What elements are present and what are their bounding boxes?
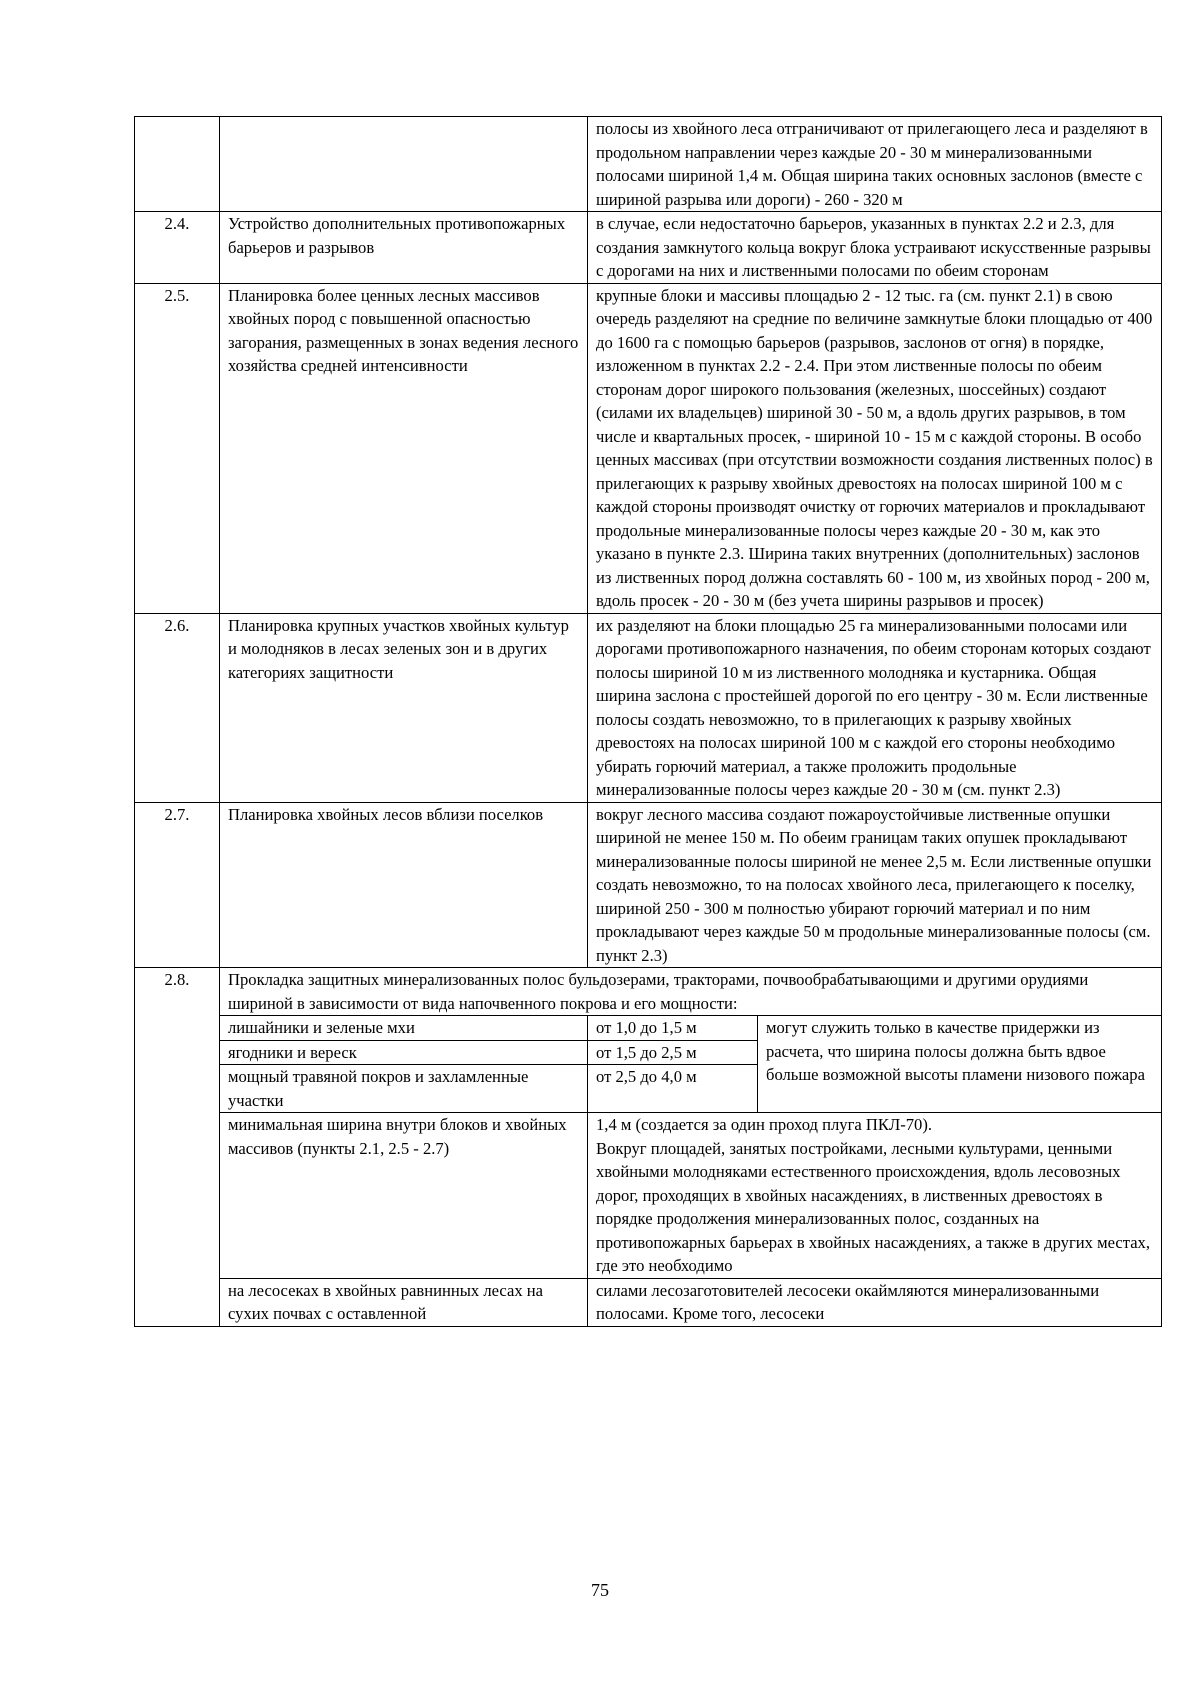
cover-type-row (135, 1016, 1162, 1041)
min-width-value: 1,4 м (создается за один проход плуга ПКЛ-70). (596, 1115, 933, 1134)
row-description: полосы из хвойного леса отграничивают от прилегающего леса и разделяют в продольном направлении через каждые 20 - 30 м минерализованными полосами шириной 1,4 м. Общая ширина таких основных заслонов (вместе с шириной разрыва или дороги) - 260 - 320 м (588, 117, 1162, 212)
row-number: 2.4. (135, 212, 220, 284)
cover-type-width: от 1,0 до 1,5 м (588, 1016, 758, 1041)
table-row (135, 968, 1162, 1016)
row-description: их разделяют на блоки площадью 25 га минерализованными полосами или дорогами противопожарного назначения, по обеим сторонам которых создают полосы шириной 10 м из лиственного молодняка и кустарника. Общая ширина заслона с простейшей дорогой по его центру - 30 м. Если лиственные полосы создать невозможно, то в прилегающих к разрыву хвойных древостоях на полосах шириной 100 м с каждой его стороны необходимо убирать горючий материал, а также проложить продольные минерализованные полосы через каждые 20 - 30 м (см. пункт 2.3) (588, 613, 1162, 802)
cover-type-note: могут служить только в качестве придержки из расчета, что ширина полосы должна быть вдвое больше возможной высоты пламени низового пожара (758, 1016, 1162, 1113)
cutting-area-label: на лесосеках в хвойных равнинных лесах на сухих почвах с оставленной (220, 1278, 588, 1326)
min-width-row (135, 1113, 1162, 1279)
row-number: 2.6. (135, 613, 220, 802)
row-number: 2.5. (135, 283, 220, 613)
row-number: 2.7. (135, 802, 220, 968)
cover-type-width: от 2,5 до 4,0 м (588, 1065, 758, 1113)
table-row (135, 613, 1162, 802)
row-description: в случае, если недостаточно барьеров, указанных в пунктах 2.2 и 2.3, для создания замкнутого кольца вокруг блока устраивают искусственные разрывы с дорогами на них и лиственными полосами по обеим сторонам (588, 212, 1162, 284)
row-title: Планировка крупных участков хвойных культур и молодняков в лесах зеленых зон и в других категориях защитности (220, 613, 588, 802)
cover-type-width: от 1,5 до 2,5 м (588, 1040, 758, 1065)
table-row (135, 802, 1162, 968)
table-row (135, 283, 1162, 613)
row-title (220, 117, 588, 212)
min-width-label: минимальная ширина внутри блоков и хвойных массивов (пункты 2.1, 2.5 - 2.7) (220, 1113, 588, 1279)
row-title: Устройство дополнительных противопожарных барьеров и разрывов (220, 212, 588, 284)
table-row (135, 117, 1162, 212)
row-title: Планировка хвойных лесов вблизи поселков (220, 802, 588, 968)
row-title: Прокладка защитных минерализованных полос бульдозерами, тракторами, почвообрабатывающими и другими орудиями шириной в зависимости от вида напочвенного покрова и его мощности: (220, 968, 1162, 1016)
row-title: Планировка более ценных лесных массивов хвойных пород с повышенной опасностью загорания, размещенных в зонах ведения лесного хозяйства средней интенсивности (220, 283, 588, 613)
cutting-area-row (135, 1278, 1162, 1326)
row-number (135, 117, 220, 212)
cutting-area-description: силами лесозаготовителей лесосеки окаймляются минерализованными полосами. Кроме того, лесосеки (588, 1278, 1162, 1326)
row-number: 2.8. (135, 968, 220, 1327)
row-description: вокруг лесного массива создают пожароустойчивые лиственные опушки шириной не менее 150 м. По обеим границам таких опушек прокладывают минерализованные полосы шириной не менее 2,5 м. Если лиственные опушки создать невозможно, то на полосах хвойного леса, прилегающего к поселку, шириной 250 - 300 м полностью убирают горючий материал и по ним прокладывают через каждые 50 м продольные минерализованные полосы (см. пункт 2.3) (588, 802, 1162, 968)
min-width-description: Вокруг площадей, занятых постройками, лесными культурами, ценными хвойными молодняками естественного происхождения, вдоль лесовозных дорог, проходящих в хвойных насаждениях, в лиственных древостоях в порядке продолжения минерализованных полос, созданных на противопожарных барьерах в хвойных насаждениях, а также в других местах, где это необходимо (596, 1138, 1151, 1275)
cover-type-name: ягодники и вереск (220, 1040, 588, 1065)
min-width-text (588, 1113, 1162, 1279)
table-row (135, 212, 1162, 284)
cover-type-name: мощный травяной покров и захламленные участки (220, 1065, 588, 1113)
cover-type-name: лишайники и зеленые мхи (220, 1016, 588, 1041)
page-number: 75 (591, 1580, 609, 1600)
fire-measures-table (134, 116, 1162, 1327)
row-description: крупные блоки и массивы площадью 2 - 12 тыс. га (см. пункт 2.1) в свою очередь разделяют на средние по величине замкнутые блоки площадью от 400 до 1600 га с помощью барьеров (разрывов, заслонов от огня) в порядке, изложенном в пунктах 2.2 - 2.4. При этом лиственные полосы по обеим сторонам дорог широкого пользования (железных, шоссейных) создают (силами их владельцев) шириной 30 - 50 м, а вдоль других разрывов, в том числе и квартальных просек, - шириной 10 - 15 м с каждой стороны. В особо ценных массивах (при отсутствии возможности создания лиственных полос) в прилегающих к разрыву хвойных древостоях на полосах шириной 100 м с каждой стороны производят очистку от горючих материалов и прокладывают продольные минерализованные полосы через каждые 20 - 30 м, как это указано в пункте 2.3. Ширина таких внутренних (дополнительных) заслонов из лиственных пород должна составлять 60 - 100 м, из хвойных пород - 200 м, вдоль просек - 20 - 30 м (без учета ширины разрывов и просек) (588, 283, 1162, 613)
